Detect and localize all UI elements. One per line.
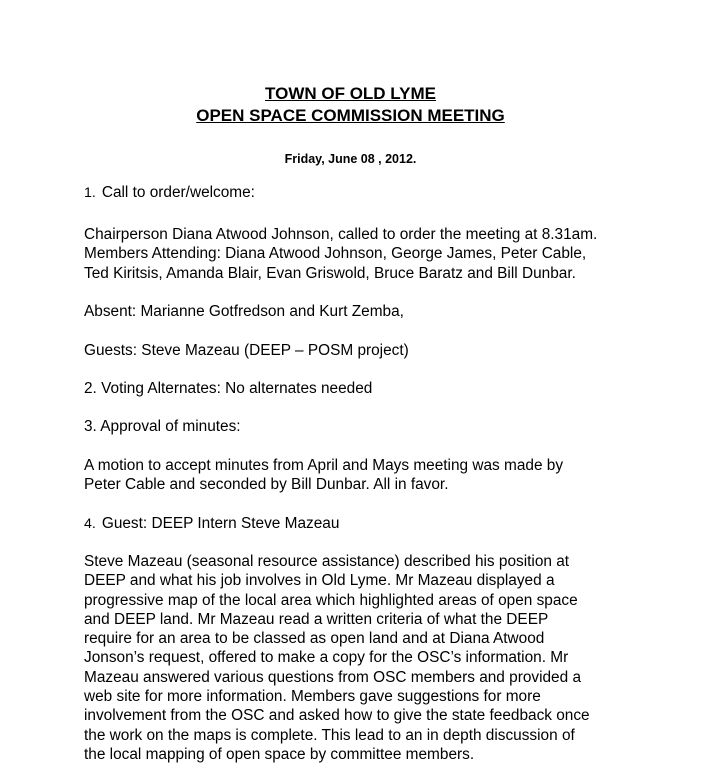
absent-paragraph: Absent: Marianne Gotfredson and Kurt Zemba, xyxy=(84,303,404,320)
paragraph-line: the local mapping of open space by committee members. xyxy=(84,745,475,763)
agenda-item-4-heading: Guest: DEEP Intern Steve Mazeau xyxy=(101,515,340,532)
paragraph-line: and DEEP land. Mr Mazeau read a written criteria of what the DEEP xyxy=(84,610,549,628)
agenda-item-1-heading: Call to order/welcome: xyxy=(101,184,255,201)
paragraph-line: Mazeau answered various questions from OSC members and provided a xyxy=(84,668,582,686)
guests-paragraph: Guests: Steve Mazeau (DEEP – POSM project) xyxy=(84,342,409,359)
paragraph-line: A motion to accept minutes from April and Mays meeting was made by xyxy=(84,457,564,474)
minutes-motion-paragraph xyxy=(84,456,644,495)
paragraph-line: involvement from the OSC and asked how to give the state feedback once xyxy=(84,707,590,725)
paragraph-line: progressive map of the local area which highlighted areas of open space xyxy=(84,591,578,609)
agenda-item-3: 3. Approval of minutes: xyxy=(84,418,241,435)
document-title-meeting: OPEN SPACE COMMISSION MEETING xyxy=(196,106,505,125)
agenda-item-4-number: 4. xyxy=(84,516,96,532)
agenda-item-4 xyxy=(84,514,644,534)
paragraph-line: Steve Mazeau (seasonal resource assistance) described his position at xyxy=(84,553,570,570)
paragraph-line: Peter Cable and seconded by Bill Dunbar. All in favor. xyxy=(84,476,449,494)
paragraph-line: the work on the maps is complete. This lead to an in depth discussion of xyxy=(84,726,575,744)
call-to-order-paragraph xyxy=(84,225,644,283)
paragraph-line: Jonson’s request, offered to make a copy for the OSC’s information. Mr xyxy=(84,649,569,667)
agenda-item-1-number: 1. xyxy=(84,185,96,201)
document-title-town: TOWN OF OLD LYME xyxy=(265,84,436,103)
meeting-date: Friday, June 08 , 2012. xyxy=(284,152,417,166)
paragraph-line: Members Attending: Diana Atwood Johnson, George James, Peter Cable, xyxy=(84,245,587,263)
paragraph-line: require for an area to be classed as open land and at Diana Atwood xyxy=(84,630,545,648)
paragraph-line: Ted Kiritsis, Amanda Blair, Evan Griswold, Bruce Baratz and Bill Dunbar. xyxy=(84,264,576,282)
guest-discussion-paragraph xyxy=(84,552,644,764)
paragraph-line: Chairperson Diana Atwood Johnson, called to order the meeting at 8.31am. xyxy=(84,226,598,243)
paragraph-line: web site for more information. Members gave suggestions for more xyxy=(84,688,541,706)
agenda-item-2: 2. Voting Alternates: No alternates needed xyxy=(84,380,373,397)
agenda-item-1 xyxy=(84,183,644,203)
paragraph-line: DEEP and what his job involves in Old Lyme. Mr Mazeau displayed a xyxy=(84,572,555,590)
